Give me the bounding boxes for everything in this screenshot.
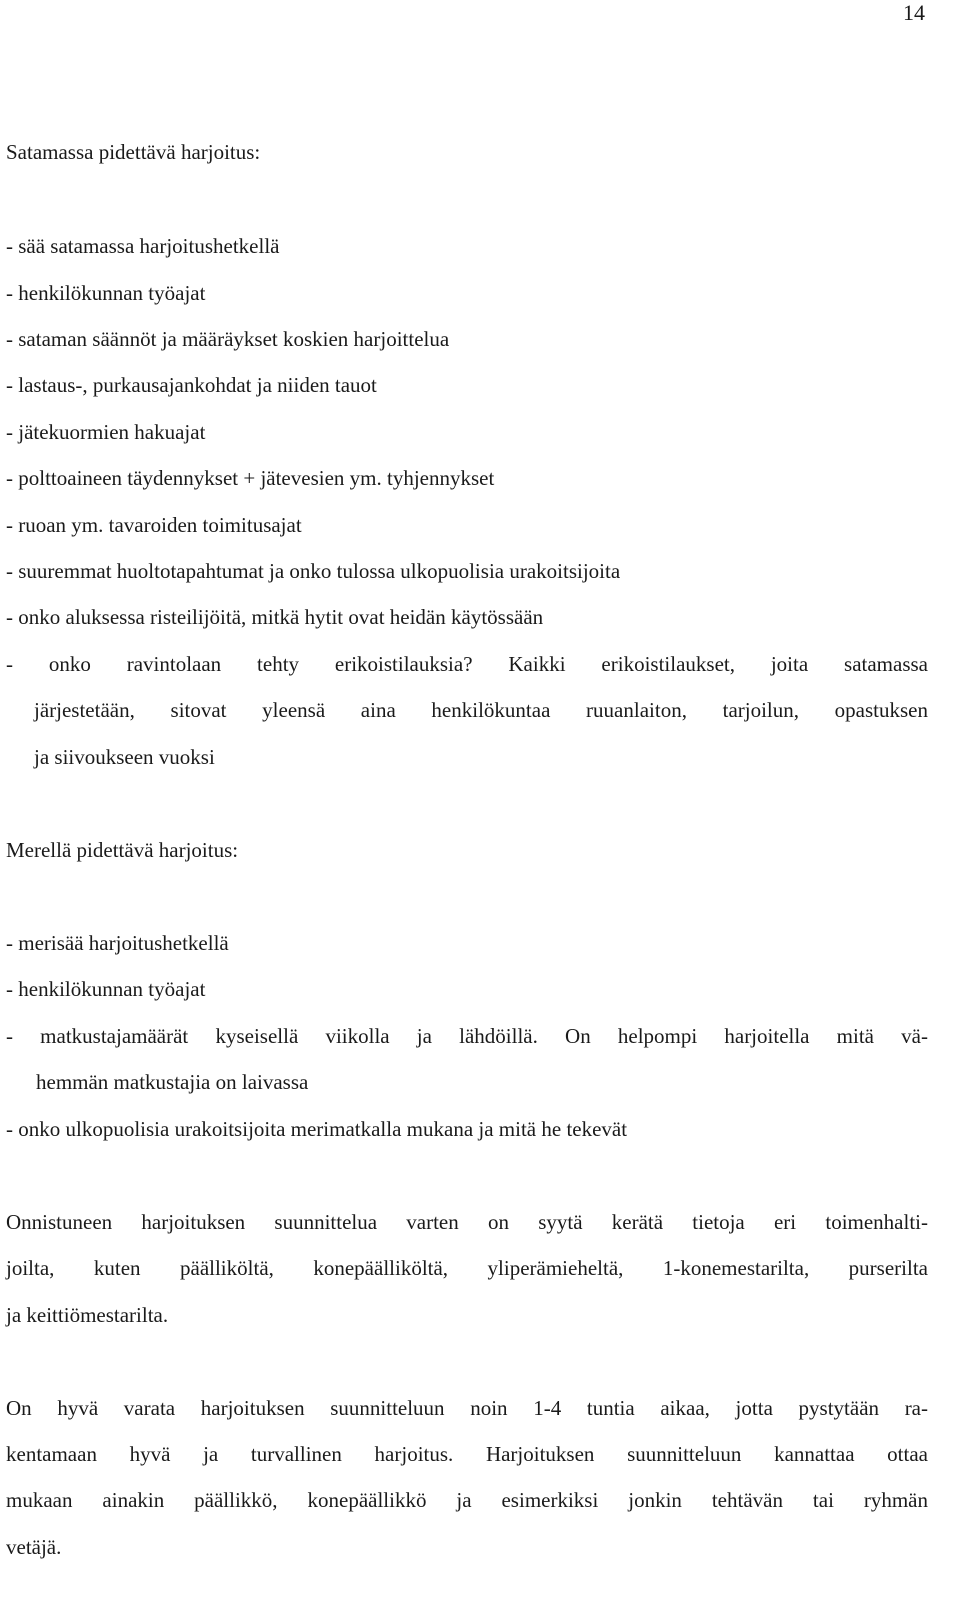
paragraph-line: On hyvä varata harjoituksen suunnitteluun noin 1-4 tuntia aikaa, jotta pystytään ra- bbox=[6, 1396, 928, 1420]
paragraph-line: ja keittiömestarilta. bbox=[6, 1303, 169, 1327]
list-item: - onko ulkopuolisia urakoitsijoita merimatkalla mukana ja mitä he tekevät bbox=[6, 1117, 628, 1141]
list-item-long-line-1: - onko ravintolaan tehty erikoistilauksia? Kaikki erikoistilaukset, joita satamassa bbox=[6, 652, 928, 676]
list-item: - jätekuormien hakuajat bbox=[6, 420, 206, 444]
list-item: - polttoaineen täydennykset + jätevesien ym. tyhjennykset bbox=[6, 466, 495, 490]
list-item: - lastaus-, purkausajankohdat ja niiden tauot bbox=[6, 373, 377, 397]
list-item-long-line-1: - matkustajamäärät kyseisellä viikolla ja lähdöillä. On helpompi harjoitella mitä vä- bbox=[6, 1024, 928, 1048]
list-item: - henkilökunnan työajat bbox=[6, 281, 206, 305]
paragraph-line: joilta, kuten päälliköltä, konepäälliköltä, yliperämieheltä, 1-konemestarilta, purserilta bbox=[6, 1256, 928, 1280]
list-item: - ruoan ym. tavaroiden toimitusajat bbox=[6, 513, 302, 537]
list-item: - merisää harjoitushetkellä bbox=[6, 931, 229, 955]
list-item-long-line-2: järjestetään, sitovat yleensä aina henkilökuntaa ruuanlaiton, tarjoilun, opastuksen bbox=[34, 698, 928, 722]
list-item: - suuremmat huoltotapahtumat ja onko tulossa ulkopuolisia urakoitsijoita bbox=[6, 559, 621, 583]
list-item: - henkilökunnan työajat bbox=[6, 977, 206, 1001]
list-item-long-line-3: ja siivoukseen vuoksi bbox=[34, 745, 215, 769]
paragraph-line: kentamaan hyvä ja turvallinen harjoitus. Harjoituksen suunnitteluun kannattaa ottaa bbox=[6, 1442, 928, 1466]
sea-exercise-heading: Merellä pidettävä harjoitus: bbox=[6, 838, 239, 862]
paragraph-line: mukaan ainakin päällikkö, konepäällikkö ja esimerkiksi jonkin tehtävän tai ryhmän bbox=[6, 1488, 928, 1512]
harbor-exercise-heading: Satamassa pidettävä harjoitus: bbox=[6, 140, 261, 164]
paragraph-line: vetäjä. bbox=[6, 1535, 62, 1559]
list-item-long-line-2: hemmän matkustajia on laivassa bbox=[36, 1070, 309, 1094]
page-number: 14 bbox=[903, 0, 925, 25]
list-item: - sataman säännöt ja määräykset koskien harjoittelua bbox=[6, 327, 450, 351]
list-item: - sää satamassa harjoitushetkellä bbox=[6, 234, 280, 258]
list-item: - onko aluksessa risteilijöitä, mitkä hytit ovat heidän käytössään bbox=[6, 605, 544, 629]
paragraph-line: Onnistuneen harjoituksen suunnittelua varten on syytä kerätä tietoja eri toimenhalti- bbox=[6, 1210, 928, 1234]
